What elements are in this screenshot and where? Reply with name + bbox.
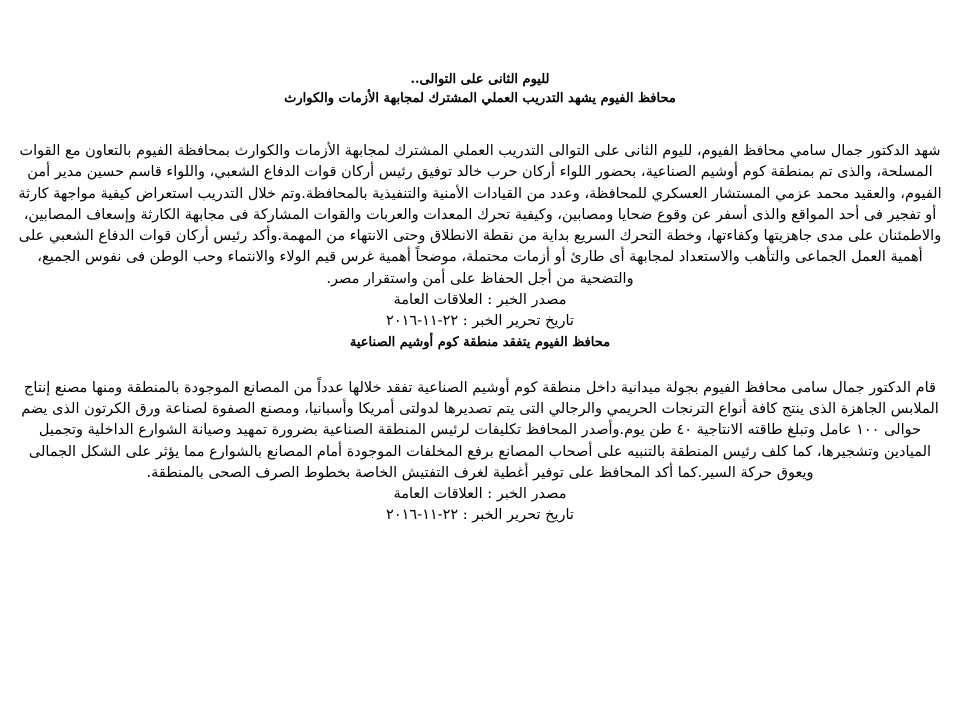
article-1-source: مصدر الخبر : العلاقات العامة bbox=[393, 292, 567, 309]
article-2-headline: محافظ الفيوم يتفقد منطقة كوم أوشيم الصناعية bbox=[349, 334, 611, 350]
article-2-body: قام الدكتور جمال سامى محافظ الفيوم بجولة ميدانية داخل منطقة كوم أوشيم الصناعية تفقد خلالها عدداً من المصانع الموجودة بالمنطقة ومنها مصنع إنتاج الملابس الجاهزة الذى ينتج كافة أنواع الترنجات الحريمي والرجالي التى يتم تصديرها لدولتى أمريكا وأسبانيا، ومصنع الصفوة لصناعة ورق الكرتون الذى يضم حوالى ١٠٠ عامل وتبلغ طاقته الانتاجية ٤٠ طن يوم.وأصدر المحافظ تكليفات لرئيس المنطقة الصناعية بضرورة تمهيد وصيانة الشوارع الداخلية وتجميل الميادين وتشجيرها، كما كلف رئيس المنطقة بالتنبيه على أصحاب المصانع برفع المخلفات الموجودة أمام المصانع بالشوارع مما يؤثر على الشكل الجمالى ويعوق حركة السير.كما أكد المحافظ على توفير أغطية لغرف التفتيش الخاصة بخطوط الصرف الصحى بالمنطقة. bbox=[21, 379, 939, 481]
article-2 bbox=[14, 333, 946, 527]
article-2-date: تاريخ تحرير الخبر : ٢٢-١١-٢٠١٦ bbox=[386, 507, 574, 524]
spacer bbox=[14, 352, 946, 378]
article-1 bbox=[14, 70, 946, 333]
article-1-body: شهد الدكتور جمال سامي محافظ الفيوم، لليوم الثانى على التوالى التدريب العملي المشترك لمجابهة الأزمات والكوارث بمحافظة الفيوم بالتعاون مع القوات المسلحة، والذى تم بمنطقة كوم أوشيم الصناعية، بحضور اللواء أركان حرب خالد توفيق رئيس أركان قوات الدفاع الشعبي، واللواء قاسم حسين مدير أمن الفيوم، والعقيد محمد عزمي المستشار العسكري للمحافظة، وعدد من القيادات الأمنية والتنفيذية بالمحافظة.وتم خلال التدريب استعراض كيفية مواجهة كارثة أو تفجير فى أحد المواقع والذى أسفر عن وقوع ضحايا ومصابين، وكيفية تحرك المعدات والعربات والقوات المشاركة فى مجابهة الكارثة وإسعاف المصابين، والاطمئنان على مدى جاهزيتها وكفاءتها، وخطة التحرك السريع بداية من نقطة الانطلاق وحتى الانتهاء من المهمة.وأكد رئيس أركان قوات الدفاع الشعبي على أهمية العمل الجماعى والتأهب والاستعداد لمجابهة أى طارئ أو أزمات محتملة، موضحاً أهمية غرس قيم الولاء والانتماء وحب الوطن فى نفوس الجميع، والتضحية من أجل الحفاظ على أمن واستقرار مصر. bbox=[18, 143, 942, 287]
article-1-headline: محافظ الفيوم يشهد التدريب العملي المشترك لمجابهة الأزمات والكوارث bbox=[284, 91, 676, 106]
article-1-date: تاريخ تحرير الخبر : ٢٢-١١-٢٠١٦ bbox=[386, 313, 574, 330]
spacer bbox=[14, 108, 946, 141]
press-release-document bbox=[14, 70, 946, 527]
article-2-source: مصدر الخبر : العلاقات العامة bbox=[393, 486, 567, 503]
article-1-kicker: لليوم الثانى على التوالى.. bbox=[410, 72, 550, 87]
